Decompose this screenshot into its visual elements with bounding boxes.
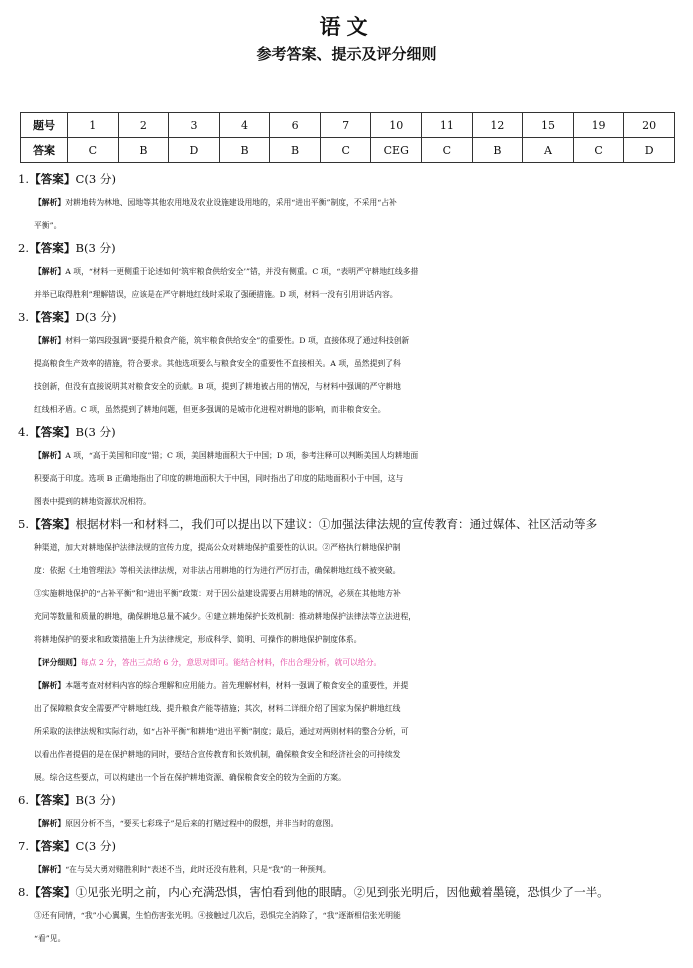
answer-tag: 【答案】	[29, 793, 76, 807]
analysis-line: 技创新，但没有直接说明其对粮食安全的贡献。B 项，提到了耕地被占用的情况，与材料中强调的严守耕地	[34, 382, 401, 391]
question-number: 5.	[18, 517, 30, 531]
question-number: 4.	[18, 425, 30, 439]
answer-tag: 【答案】	[29, 839, 76, 853]
analysis-line: 平衡”。	[34, 221, 62, 230]
table-cell: D	[169, 138, 220, 163]
answer-tag: 【答案】	[29, 425, 76, 439]
analysis-tag: 【解析】	[34, 267, 66, 276]
table-cell: 10	[371, 113, 422, 138]
answer-row-header: 答案	[21, 138, 68, 163]
table-cell: 15	[523, 113, 574, 138]
question-1	[18, 168, 675, 237]
table-cell: 20	[624, 113, 675, 138]
question-number: 6.	[18, 793, 30, 807]
analysis-tag: 【解析】	[34, 681, 66, 690]
table-cell: 6	[270, 113, 321, 138]
answer-line: 根据材料一和材料二，我们可以提出以下建议：①加强法律法规的宣传教育：通过媒体、社区活动等多	[75, 517, 598, 531]
table-cell: A	[523, 138, 574, 163]
analysis-line: 提高粮食生产效率的措施，符合要求。其他选项要么与粮食安全的重要性不直接相关。A 项，虽然提到了科	[34, 359, 401, 368]
answer-tag: 【答案】	[29, 310, 76, 324]
question-5	[18, 513, 675, 789]
answer-line: 将耕地保护的要求和政策措施上升为法律规定，形成科学、简明、可操作的耕地保护制度体系。	[34, 635, 362, 644]
answer-value: C(3 分)	[75, 172, 117, 186]
analysis-line: “在与吴大勇对赌胜利时”表述不当，此时还没有胜利，只是“我”的一种预判。	[65, 865, 331, 874]
analysis-tag: 【解析】	[34, 336, 66, 345]
question-3	[18, 306, 675, 421]
analysis-line: 图表中提到的耕地资源状况相符。	[34, 497, 151, 506]
scoring-rule: 每点 2 分，答出三点给 6 分，意思对即可。能结合材料，作出合理分析，就可以给分。	[80, 658, 382, 667]
analysis-tag: 【解析】	[34, 198, 66, 207]
table-cell: CEG	[371, 138, 422, 163]
analysis-line: A 项，“材料一更侧重于论述如何‘筑牢粮食供给安全’”错，并没有侧重。C 项，“表明严守耕地红线多措	[65, 267, 419, 276]
table-cell: C	[422, 138, 473, 163]
answer-row	[21, 138, 675, 163]
table-cell: 4	[219, 113, 270, 138]
analysis-line: 积要高于印度。选项 B 正确地指出了印度的耕地面积大于中国，同时指出了印度的陆地面积小于中国，这与	[34, 474, 404, 483]
analysis-line: 原因分析不当，“要买七彩珠子”是后来的打赌过程中的假想，并非当时的意图。	[65, 819, 339, 828]
answer-tag: 【答案】	[29, 172, 76, 186]
table-cell: 7	[320, 113, 371, 138]
table-cell: 11	[422, 113, 473, 138]
answer-content	[18, 168, 675, 950]
analysis-line: 对耕地转为林地、园地等其他农用地及农业设施建设用地的，采用“进出平衡”制度，不采用“占补	[65, 198, 397, 207]
analysis-line: A 项，“高于美国和印度”错；C 项，美国耕地面积大于中国；D 项，参考注释可以判断美国人均耕地面	[65, 451, 419, 460]
answer-line: ①见张光明之前，内心充满恐惧，害怕看到他的眼睛。②见到张光明后，因他戴着墨镜，恐惧少了一半。	[75, 885, 609, 899]
analysis-line: 展。综合这些要点，可以构建出一个旨在保护耕地资源、确保粮食安全的较为全面的方案。	[34, 773, 346, 782]
analysis-line: 并举已取得胜利”理解错误，应该是在严守耕地红线时采取了强硬措施。D 项，材料一没有引用讲话内容。	[34, 290, 398, 299]
number-row	[21, 113, 675, 138]
table-cell: B	[219, 138, 270, 163]
answer-tag: 【答案】	[29, 241, 76, 255]
analysis-line: 所采取的法律法规和实际行动，如“占补平衡”和耕地“进出平衡”制度；最后，通过对两则材料的整合分析，可	[34, 727, 409, 736]
answer-value: D(3 分)	[75, 310, 117, 324]
question-6	[18, 789, 675, 835]
table-cell: B	[472, 138, 523, 163]
answer-value: B(3 分)	[75, 241, 116, 255]
question-number: 8.	[18, 885, 30, 899]
table-cell: 2	[118, 113, 169, 138]
question-7	[18, 835, 675, 881]
table-cell: 3	[169, 113, 220, 138]
answer-line: 充同等数量和质量的耕地，确保耕地总量不减少。④建立耕地保护长效机制：推动耕地保护法律法等立法进程，	[34, 612, 417, 621]
analysis-line: 红线相矛盾。C 项，虽然提到了耕地问题，但更多强调的是城市化进程对耕地的影响，而非粮食安全。	[34, 405, 386, 414]
answer-line: ③实施耕地保护的“占补平衡”和“进出平衡”政策：对于因公益建设需要占用耕地的情况，必须在其他地方补	[34, 589, 401, 598]
answer-tag: 【答案】	[29, 517, 76, 531]
analysis-tag: 【解析】	[34, 865, 66, 874]
number-row-header: 题号	[21, 113, 68, 138]
table-cell: B	[270, 138, 321, 163]
analysis-line: 本题考查对材料内容的综合理解和应用能力。首先理解材料，材料一强调了粮食安全的重要性，并提	[65, 681, 409, 690]
answer-value: B(3 分)	[75, 425, 116, 439]
question-number: 1.	[18, 172, 30, 186]
table-cell: 1	[68, 113, 119, 138]
page-subtitle: 参考答案、提示及评分细则	[256, 45, 437, 63]
answer-tag: 【答案】	[29, 885, 76, 899]
scoring-tag: 【评分细则】	[34, 658, 81, 667]
question-number: 3.	[18, 310, 30, 324]
answer-table	[20, 112, 675, 163]
question-number: 7.	[18, 839, 30, 853]
answer-value: C(3 分)	[75, 839, 117, 853]
question-2	[18, 237, 675, 306]
table-cell: 19	[573, 113, 624, 138]
table-cell: C	[573, 138, 624, 163]
page-title: 语文	[319, 15, 374, 39]
table-cell: C	[68, 138, 119, 163]
analysis-tag: 【解析】	[34, 819, 66, 828]
table-cell: B	[118, 138, 169, 163]
analysis-tag: 【解析】	[34, 451, 66, 460]
table-cell: C	[320, 138, 371, 163]
question-number: 2.	[18, 241, 30, 255]
question-4	[18, 421, 675, 513]
analysis-line: 以看出作者提倡的是在保护耕地的同时，要结合宣传教育和长效机制，确保粮食安全和经济社会的可持续发	[34, 750, 401, 759]
answer-value: B(3 分)	[75, 793, 116, 807]
answer-line: “看”见。	[34, 934, 66, 943]
table-cell: 12	[472, 113, 523, 138]
answer-line: ③还有同情，“我”小心翼翼，生怕伤害张光明。④接触过几次后，恐惧完全消除了，“我”逐渐相信张光明能	[34, 911, 401, 920]
answer-line: 种渠道，加大对耕地保护法律法规的宣传力度，提高公众对耕地保护重要性的认识。②严格执行耕地保护制	[34, 543, 401, 552]
table-cell: D	[624, 138, 675, 163]
analysis-line: 出了保障粮食安全需要严守耕地红线、提升粮食产能等措施；其次，材料二详细介绍了国家为保护耕地红线	[34, 704, 401, 713]
analysis-line: 材料一第四段强调“要提升粮食产能，筑牢粮食供给安全”的重要性。D 项，直接体现了通过科技创新	[65, 336, 410, 345]
question-8	[18, 881, 675, 950]
answer-line: 度：依据《土地管理法》等相关法律法规，对非法占用耕地的行为进行严厉打击，确保耕地红线不被突破。	[34, 566, 401, 575]
